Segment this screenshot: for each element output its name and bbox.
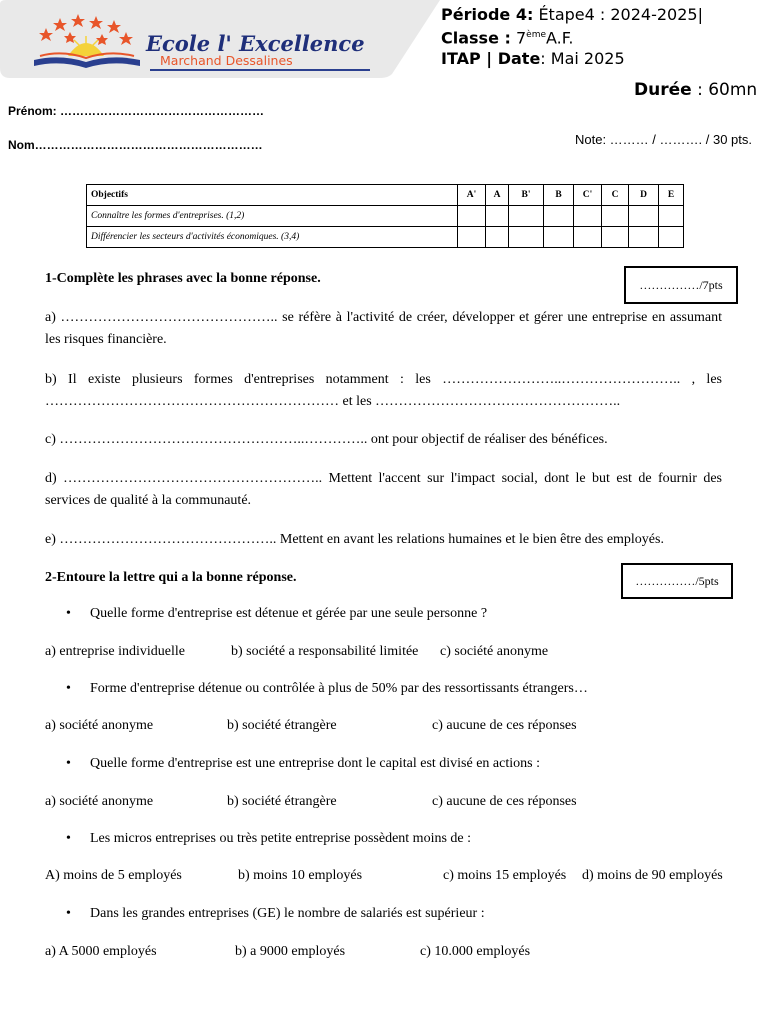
option[interactable]: c) aucune de ces réponses — [432, 718, 577, 733]
option[interactable]: a) société anonyme — [45, 794, 154, 809]
option[interactable]: A) moins de 5 employés — [45, 868, 182, 883]
classe-label: Classe : — [441, 28, 511, 48]
option[interactable]: b) société étrangère — [227, 718, 337, 733]
option[interactable]: d) moins de 90 employés — [582, 868, 723, 883]
grade-header: C — [602, 185, 629, 206]
question-1 — [67, 606, 487, 622]
grade-header: E — [659, 185, 684, 206]
duree-label: Durée — [634, 80, 692, 100]
table-row — [87, 227, 684, 248]
objective-text: Connaître les formes d'entreprises. (1,2) — [87, 206, 458, 227]
grade-header: A' — [458, 185, 486, 206]
question-3 — [67, 756, 540, 772]
objective-text: Différencier les secteurs d'activités économiques. (3,4) — [87, 227, 458, 248]
question-5 — [67, 906, 485, 922]
itap-label: ITAP | Date — [441, 49, 541, 69]
duree — [634, 80, 757, 100]
grade-header: D — [629, 185, 659, 206]
grade-cell[interactable] — [629, 206, 659, 227]
option[interactable]: b) a 9000 employés — [235, 944, 346, 959]
option[interactable]: b) société a responsabilité limitée — [231, 644, 419, 659]
question-2 — [67, 681, 588, 697]
duree-value: : 60mn — [691, 80, 758, 100]
option[interactable]: c) société anonyme — [440, 644, 549, 659]
classe-rest: A.F. — [546, 28, 574, 48]
date-value: : Mai 2025 — [540, 49, 625, 69]
objectives-header: Objectifs — [87, 185, 458, 206]
grade-cell[interactable] — [544, 227, 574, 248]
grade-cell[interactable] — [458, 227, 486, 248]
option[interactable]: c) moins 15 employés — [443, 868, 567, 883]
section2-points-box: ……………/5pts — [621, 563, 733, 599]
option[interactable]: c) 10.000 employés — [420, 944, 531, 959]
question-text: Dans les grandes entreprises (GE) le nombre de salariés est supérieur : — [90, 906, 485, 921]
grade-header: C' — [574, 185, 602, 206]
option[interactable]: b) société étrangère — [227, 794, 337, 809]
question-4 — [67, 831, 471, 847]
question-text: Quelle forme d'entreprise est détenue et gérée par une seule personne ? — [90, 606, 488, 621]
grade-cell[interactable] — [659, 227, 684, 248]
grade-cell[interactable] — [486, 206, 509, 227]
classe-num: 7 — [510, 28, 527, 48]
grade-cell[interactable] — [544, 206, 574, 227]
objectives-header-row — [87, 185, 684, 206]
nom-line[interactable]: Nom………………………………………………… — [8, 138, 263, 152]
grade-cell[interactable] — [509, 206, 544, 227]
fill-sentence-c[interactable]: c) ……………………………………………..………….. ont pour objectif de réaliser des bénéfices. — [45, 432, 608, 447]
periode-label: Période 4: — [441, 5, 534, 24]
fill-sentence-b[interactable]: b) Il existe plusieurs formes d'entreprises notamment : les ……………………..…………………….. , les ……………………………………………………… et les …………………………………………….. — [45, 372, 722, 409]
option[interactable]: a) A 5000 employés — [45, 944, 157, 959]
objectives-table — [86, 184, 684, 248]
logo-title: Ecole l' Excellence — [146, 31, 365, 56]
section1-title: 1-Complète les phrases avec la bonne réponse. — [45, 271, 321, 286]
fill-sentence-a[interactable]: a) ……………………………………….. se réfère à l'activité de créer, développer et gérer une entreprise en assumant les risques financière. — [45, 310, 722, 347]
grade-cell[interactable] — [574, 227, 602, 248]
question-text: Forme d'entreprise détenue ou contrôlée à plus de 50% par des ressortissants étrangers… — [90, 681, 588, 696]
grade-header: B — [544, 185, 574, 206]
note-line: Note: ……… / ………. / 30 pts. — [575, 132, 752, 147]
grade-cell[interactable] — [629, 227, 659, 248]
prenom-line[interactable]: Prénom: …………………………………………… — [8, 104, 265, 118]
fill-sentence-e[interactable]: e) ……………………………………….. Mettent en avant les relations humaines et le bien être des employés. — [45, 532, 664, 547]
school-logo-banner — [0, 0, 440, 80]
option[interactable]: a) société anonyme — [45, 718, 154, 733]
grade-header: A — [486, 185, 509, 206]
header-info — [441, 4, 703, 69]
option[interactable]: a) entreprise individuelle — [45, 644, 185, 659]
periode-value: Étape4 : 2024-2025| — [533, 5, 703, 24]
fill-sentence-d[interactable]: d) ……………………………………………….. Mettent l'accent sur l'impact social, dont le but est de fournir des services de qualité à la communauté. — [45, 471, 722, 508]
grade-header: B' — [509, 185, 544, 206]
grade-cell[interactable] — [509, 227, 544, 248]
question-text: Quelle forme d'entreprise est une entreprise dont le capital est divisé en actions : — [90, 756, 540, 771]
grade-cell[interactable] — [659, 206, 684, 227]
section1-points-box: ……………/7pts — [624, 266, 738, 304]
classe-sup: ème — [526, 30, 546, 40]
grade-cell[interactable] — [486, 227, 509, 248]
option[interactable]: b) moins 10 employés — [238, 868, 363, 883]
grade-cell[interactable] — [602, 227, 629, 248]
option[interactable]: c) aucune de ces réponses — [432, 794, 577, 809]
grade-cell[interactable] — [602, 206, 629, 227]
section2-title: 2-Entoure la lettre qui a la bonne réponse. — [45, 570, 297, 585]
grade-cell[interactable] — [458, 206, 486, 227]
question-text: Les micros entreprises ou très petite entreprise possèdent moins de : — [90, 831, 472, 846]
logo-subtitle: Marchand Dessalines — [160, 53, 293, 68]
grade-cell[interactable] — [574, 206, 602, 227]
table-row — [87, 206, 684, 227]
